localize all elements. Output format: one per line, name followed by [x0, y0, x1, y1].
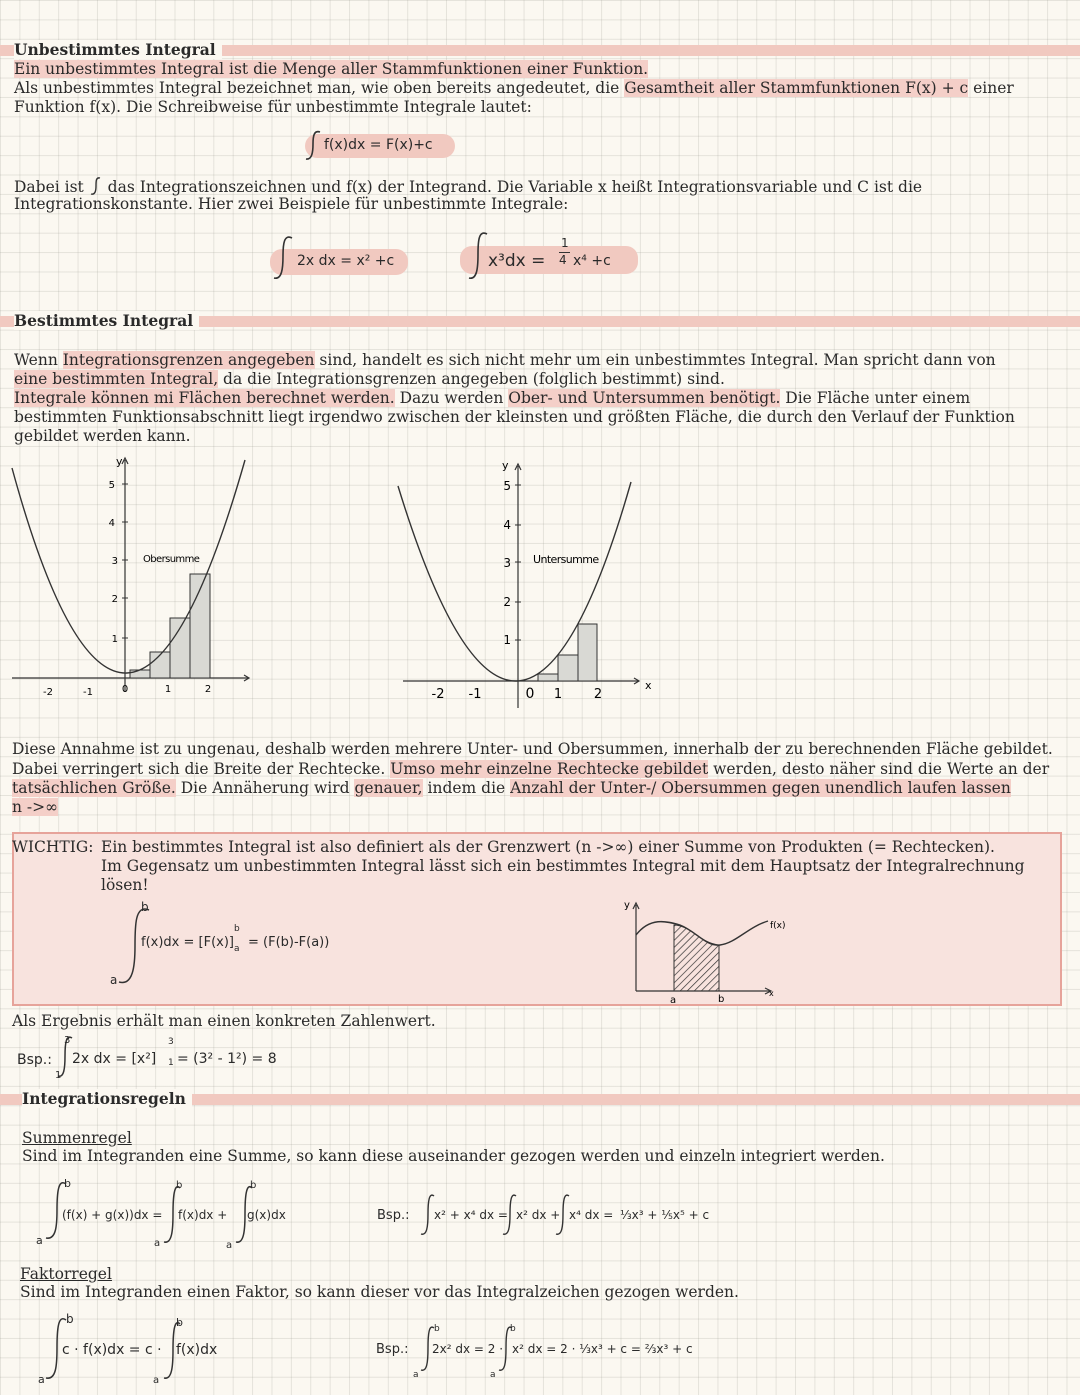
text-span: da die Integrationsgrenzen angegeben (folglich bestimmt) sind. — [218, 370, 725, 388]
y-tick-label: 5 — [108, 480, 115, 491]
text-span: Dabei ist — [14, 178, 84, 196]
bsp-label: Bsp.: — [376, 1342, 409, 1357]
fak-example-b: x² dx = 2 · ⅓x³ + c = ⅔x³ + c — [512, 1342, 693, 1356]
text-highlight: Anzahl der Unter-/ Obersummen gegen unendlich laufen lassen — [510, 779, 1011, 797]
sum-formula-c: g(x)dx — [247, 1208, 286, 1222]
untersumme-bar — [558, 655, 578, 681]
x-tick-label: -1 — [468, 687, 482, 702]
text-highlight: Integrationsgrenzen angegeben — [62, 351, 315, 369]
text-span: werden, desto näher sind die Werte an der — [708, 760, 1050, 778]
graph-b-label: b — [718, 994, 725, 1005]
formula-main: f(x)dx = F(x)+c — [324, 137, 433, 153]
y-axis-label: y — [624, 900, 630, 911]
rule-title-summenregel: Summenregel — [22, 1129, 132, 1147]
bsp-label: Bsp.: — [377, 1208, 410, 1223]
y-tick-label: 3 — [503, 556, 511, 570]
integral-sign-icon — [89, 176, 103, 196]
result-expression-right: = (3² - 1²) = 8 — [177, 1051, 277, 1067]
text-highlight: n ->∞ — [12, 798, 59, 816]
text-span: Die Annäherung wird — [175, 779, 355, 797]
text-span: Dazu werden — [394, 389, 509, 407]
integral-lower-limit: a — [154, 1238, 161, 1249]
integral-upper-limit: b — [176, 1316, 183, 1329]
integral-upper-limit: b — [66, 1312, 74, 1326]
example-2-frac-num: 1 — [561, 236, 569, 250]
text-line: Sind im Integranden einen Faktor, so kann dieser vor das Integralzeichen gezogen werden. — [20, 1283, 739, 1301]
integral-lower-limit: a — [110, 973, 118, 987]
formula-wichtig: f(x)dx = [F(x)] — [141, 935, 234, 950]
x-axis-label: x — [645, 679, 652, 692]
x-tick-label: 2 — [204, 684, 212, 695]
example-2-left: x³dx = — [488, 251, 546, 271]
x-tick-label: 1 — [553, 687, 563, 702]
text-highlight: genauer, — [354, 779, 423, 797]
text-span: das Integrationszeichnen und f(x) der Integrand. Die Variable x heißt Integrationsvariable und C ist die — [107, 178, 923, 196]
y-tick-label: 1 — [503, 633, 511, 647]
untersumme-bar — [538, 674, 558, 681]
x-tick-label: -1 — [83, 687, 93, 698]
x-tick-label: -2 — [431, 687, 445, 702]
x-axis-label: x — [769, 989, 774, 998]
text-line — [14, 60, 648, 79]
text-line — [14, 389, 970, 408]
integral-lower-limit: a — [413, 1370, 419, 1380]
y-tick-label: 1 — [111, 634, 118, 645]
text-line: Als Ergebnis erhält man einen konkreten Zahlenwert. — [12, 1012, 436, 1030]
fak-formula-b: f(x)dx — [176, 1342, 218, 1358]
x-tick-label: 1 — [164, 684, 172, 695]
text-span: sind, handelt es sich nicht mehr um ein unbestimmtes Integral. Man spricht dann von — [314, 351, 996, 369]
graph-a-label: a — [670, 995, 677, 1005]
text-line: Im Gegensatz um unbestimmten Integral lässt sich ein bestimmtes Integral mit dem Hauptsatz der Integralrechnung — [101, 857, 1025, 875]
bracket-lower: 1 — [168, 1058, 174, 1068]
sum-example-c: x⁴ dx = — [569, 1208, 614, 1222]
heading-integrationsregeln: Integrationsregeln — [22, 1089, 192, 1108]
text-line: Integrationskonstante. Hier zwei Beispiele für unbestimmte Integrale: — [14, 195, 569, 213]
formula-wichtig-right: = (F(b)-F(a)) — [248, 935, 330, 950]
integral-lower-limit: a — [490, 1370, 496, 1380]
x-tick-label: 0 — [525, 686, 535, 702]
text-highlight: Gesamtheit aller Stammfunktionen F(x) + c — [624, 79, 969, 97]
y-tick-label: 2 — [503, 595, 511, 609]
result-expression: 2x dx = [x²] — [72, 1051, 157, 1067]
text-line: Diese Annahme ist zu ungenau, deshalb werden mehrere Unter- und Obersummen, innerhalb der zu berechnenden Fläche gebildet. — [12, 740, 1053, 758]
area-graph — [620, 895, 800, 1005]
graph-label-obersumme: Obersumme — [143, 554, 200, 565]
x-tick-label: 0 — [121, 684, 129, 695]
fak-formula-a: c · f(x)dx = c · — [62, 1342, 162, 1358]
sum-formula-a: (f(x) + g(x))dx = — [62, 1208, 163, 1222]
text-line — [12, 779, 1011, 798]
text-highlight: Umso mehr einzelne Rechtecke gebildet — [390, 760, 709, 778]
integral-upper-limit: b — [141, 900, 149, 914]
text-line: Ein bestimmtes Integral ist also definiert als der Grenzwert (n ->∞) einer Summe von Produkten (= Rechtecken). — [101, 838, 995, 856]
text-line — [14, 351, 996, 370]
sum-formula-b: f(x)dx + — [178, 1208, 228, 1222]
integral-upper-limit: b — [510, 1324, 516, 1334]
sum-example-b: x² dx + — [516, 1208, 561, 1222]
text-span: Ein unbestimmtes Integral ist die Menge aller Stammfunktionen einer Funktion. — [14, 60, 649, 78]
text-line — [12, 760, 1049, 779]
wichtig-label: WICHTIG: — [12, 838, 94, 856]
text-line: Sind im Integranden eine Summe, so kann diese auseinander gezogen werden und einzeln integriert werden. — [22, 1147, 885, 1165]
text-highlight: tatsächlichen Größe. — [12, 779, 176, 797]
integral-lower-limit: 1 — [55, 1070, 62, 1081]
integral-upper-limit: b — [250, 1180, 257, 1191]
sum-example-d: ⅓x³ + ⅕x⁵ + c — [620, 1208, 710, 1222]
text-span: indem die — [422, 779, 511, 797]
graph-obersumme — [8, 452, 258, 702]
bsp-label: Bsp.: — [17, 1052, 52, 1068]
integral-lower-limit: a — [36, 1234, 43, 1247]
text-line: lösen! — [101, 876, 149, 894]
graph-untersumme — [395, 452, 660, 714]
integral-lower-limit: a — [153, 1375, 160, 1386]
y-tick-label: 5 — [503, 479, 511, 493]
text-span: Die Fläche unter einem — [780, 389, 971, 407]
text-span: Dabei verringert sich die Breite der Rechtecke. — [12, 760, 391, 778]
bracket-upper: b — [234, 924, 240, 934]
integral-sign-icon — [268, 232, 298, 284]
y-axis-label: y — [116, 455, 123, 468]
bracket-upper: 3 — [168, 1037, 174, 1047]
x-tick-label: -2 — [43, 687, 53, 698]
y-tick-label: 3 — [111, 556, 118, 567]
obersumme-bar — [130, 670, 150, 678]
integral-upper-limit: b — [434, 1324, 440, 1334]
integral-upper-limit: b — [64, 1177, 71, 1190]
text-line — [12, 798, 58, 817]
text-line: bestimmten Funktionsabschnitt liegt irgendwo zwischen der kleinsten und größten Fläche, die durch den Verlauf der Funktion — [14, 408, 1015, 426]
text-span: einer — [968, 79, 1014, 97]
text-line — [14, 370, 725, 389]
text-highlight: Ober- und Untersummen benötigt. — [508, 389, 781, 407]
sum-example-a: x² + x⁴ dx = — [434, 1208, 508, 1222]
integral-upper-limit: b — [176, 1180, 183, 1191]
text-line: Funktion f(x). Die Schreibweise für unbestimmte Integrale lautet: — [14, 98, 532, 116]
rule-title-faktorregel: Faktorregel — [20, 1265, 112, 1283]
integral-upper-limit: 3 — [64, 1035, 71, 1046]
y-tick-label: 2 — [111, 594, 118, 605]
integral-lower-limit: a — [38, 1373, 45, 1386]
text-highlight: Integrale können mi Flächen berechnet werden. — [14, 389, 395, 407]
text-line — [14, 79, 1014, 98]
y-tick-label: 4 — [503, 518, 511, 532]
text-highlight: eine bestimmten Integral, — [14, 370, 219, 388]
y-tick-label: 4 — [108, 518, 115, 529]
integral-lower-limit: a — [226, 1240, 233, 1251]
text-span: Als unbestimmtes Integral bezeichnet man, wie oben bereits angedeutet, die — [14, 79, 625, 97]
example-1: 2x dx = x² +c — [297, 253, 395, 269]
heading-bestimmtes-integral: Bestimmtes Integral — [14, 311, 199, 330]
y-axis-label: y — [502, 459, 509, 472]
fak-example-a: 2x² dx = 2 · — [432, 1342, 504, 1356]
untersumme-bar — [578, 624, 597, 681]
graph-label-untersumme: Untersumme — [533, 553, 599, 566]
example-2-right: x⁴ +c — [573, 253, 611, 269]
x-tick-label: 2 — [593, 687, 603, 702]
graph-fx-label: f(x) — [770, 921, 786, 931]
text-line: gebildet werden kann. — [14, 427, 191, 445]
example-2-frac-den: 4 — [559, 253, 567, 267]
bracket-lower: a — [234, 944, 240, 954]
heading-unbestimmtes-integral: Unbestimmtes Integral — [14, 40, 222, 59]
text-span: Wenn — [14, 351, 63, 369]
